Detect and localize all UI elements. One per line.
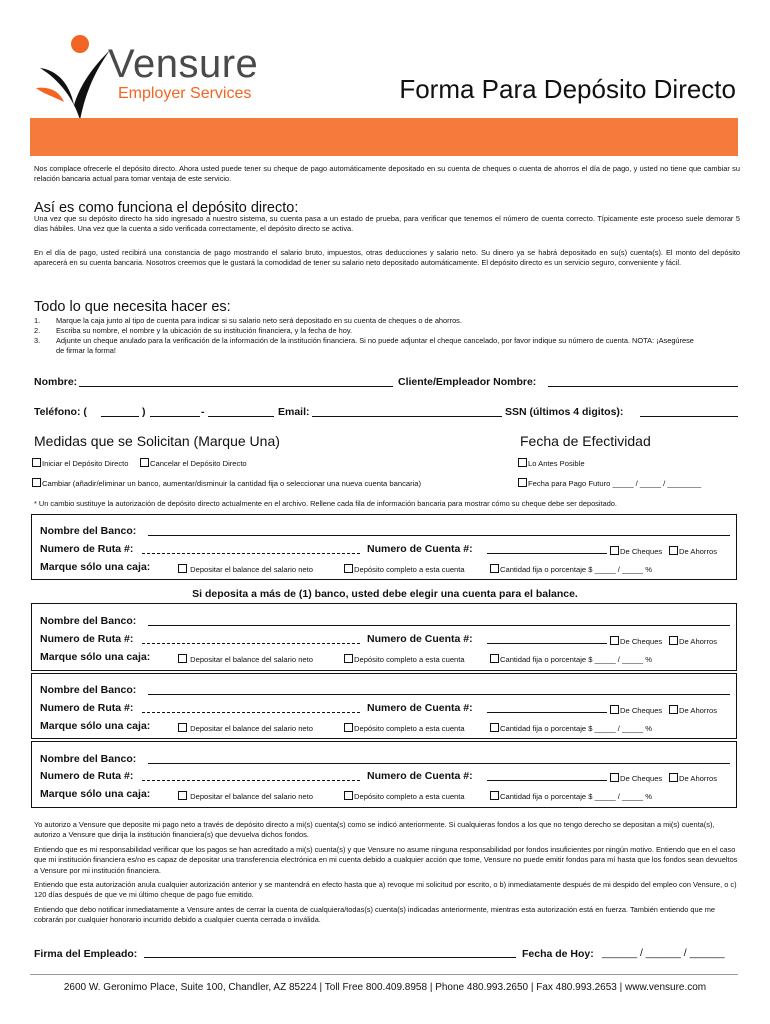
- future-date-checkbox[interactable]: [518, 478, 527, 487]
- balance-checkbox[interactable]: [178, 723, 187, 732]
- auth-paragraph-1: Yo autorizo a Vensure que deposite mi pago neto a través de depósito directo a mi(s) cuenta(s) como se indicó anteriormente. Si cualquieras fondos a los que no tengo derecho se depositan a mi(s) cuenta(s), autorizo a Vensure que dirija la institución financiera(s) que devuelva dichos fondos.: [34, 820, 715, 840]
- how-paragraph-1: Una vez que su depósito directo ha sido ingresado a nuestro sistema, su cuenta pasa a un estado de prueba, para verificar que tenemos el número de cuenta correcto. Típicamente este proceso suele demorar 5 días hábiles. Una vez que la cuenta a sido verificada correctamente, el depósito directo se activa.: [34, 214, 740, 233]
- fixed-amount-option[interactable]: Cantidad fija o porcentaje $ _____ / _____ %: [490, 723, 652, 733]
- form-title: Forma Para Depósito Directo: [399, 74, 736, 104]
- auth-paragraph-4: Entiendo que debo notificar inmediatamente a Vensure antes de cerrar la cuenta de cualquiera/todas(s) cuenta(s) indicadas anteriormente, mientras esta autorización está en fuerza. También entiendo que me cobrarán por cualquier honorario incurrido debido a cualquier cuenta cerrada o inválida.: [34, 904, 716, 925]
- phone-dash: -: [201, 406, 205, 418]
- signature-label: Firma del Empleado:: [34, 948, 138, 960]
- savings-checkbox[interactable]: [669, 705, 678, 714]
- intro-paragraph: Nos complace ofrecerle el depósito directo. Ahora usted puede tener su cheque de pago automáticamente depositado en su cuenta de cheques o cuenta de ahorros el día de pago, y usted no tiene que cambiar su relación bancaria actual para tomar ventaja de este servicio.: [34, 164, 740, 183]
- bank-name-label: Nombre del Banco:: [40, 525, 137, 537]
- account-label: Numero de Cuenta #:: [367, 770, 473, 782]
- bank-section-2: [31, 603, 737, 671]
- signature-field[interactable]: [144, 957, 516, 958]
- account-field[interactable]: [487, 780, 607, 781]
- vensure-logo-icon: [30, 30, 120, 125]
- email-field[interactable]: [312, 416, 502, 417]
- start-checkbox[interactable]: [32, 458, 41, 467]
- phone-label: Teléfono: (: [34, 406, 87, 418]
- checking-option[interactable]: De Cheques: [610, 636, 662, 646]
- full-deposit-option[interactable]: Depósito completo a esta cuenta: [344, 564, 465, 574]
- phone-prefix-field[interactable]: [150, 416, 200, 417]
- checking-option[interactable]: De Cheques: [610, 546, 662, 556]
- balance-checkbox[interactable]: [178, 564, 187, 573]
- checking-option[interactable]: De Cheques: [610, 705, 662, 715]
- route-label: Numero de Ruta #:: [40, 702, 134, 714]
- asap-checkbox[interactable]: [518, 458, 527, 467]
- balance-checkbox[interactable]: [178, 654, 187, 663]
- savings-checkbox[interactable]: [669, 636, 678, 645]
- list-item: 3. Adjunte un cheque anulado para la verificación de la información de la institución financiera. Si no puede adjuntar el cheque cancelado, por favor indique su número de cuenta. NOTA: ¡Asegúrese de firmar la forma!: [34, 336, 694, 355]
- footer-contact: 2600 W. Geronimo Place, Suite 100, Chandler, AZ 85224 | Toll Free 800.409.8958 | Phone 480.993.2650 | Fax 480.993.2653 | www.vensure.com: [63, 982, 707, 993]
- mark-one-label: Marque sólo una caja:: [40, 788, 151, 800]
- account-field[interactable]: [487, 553, 607, 554]
- logo-name: Vensure: [108, 42, 259, 86]
- bank-name-field[interactable]: [148, 625, 730, 626]
- balance-option[interactable]: Depositar el balance del salario neto: [178, 723, 313, 733]
- asap-option[interactable]: Lo Antes Posible: [518, 458, 585, 468]
- savings-option[interactable]: De Ahorros: [669, 636, 717, 646]
- account-field[interactable]: [487, 643, 607, 644]
- todays-date-field[interactable]: ______ / ______ / ______: [602, 947, 725, 959]
- checking-option[interactable]: De Cheques: [610, 773, 662, 783]
- measures-heading: Medidas que se Solicitan (Marque Una): [34, 433, 280, 449]
- change-note: * Un cambio sustituye la autorización de depósito directo actualmente en el archivo. Rellene cada fila de información bancaria para mostrar cómo su cheque debe ser depositado.: [34, 499, 617, 508]
- how-paragraph-2: En el día de pago, usted recibirá una constancia de pago mostrando el salario bruto, impuestos, otras deducciones y salario neto. Su dinero ya se habrá depositado en su(s) cuenta(s). El monto del depósito aparecerá en su cuenta bancaria. Nosotros creemos que le gustará la comodidad de tener su salario neto depositado automáticamente. El depósito directo es un servicio seguro, conveniente y fácil.: [34, 248, 740, 267]
- cancel-option[interactable]: Cancelar el Depósito Directo: [140, 458, 247, 468]
- full-deposit-checkbox[interactable]: [344, 564, 353, 573]
- cancel-checkbox[interactable]: [140, 458, 149, 467]
- mark-one-label: Marque sólo una caja:: [40, 561, 151, 573]
- mark-one-label: Marque sólo una caja:: [40, 651, 151, 663]
- full-deposit-option[interactable]: Depósito completo a esta cuenta: [344, 654, 465, 664]
- auth-paragraph-2: Entiendo que es mi responsabilidad verificar que los pagos se han acreditado a mi(s) cuenta(s) y que Vensure no asume ninguna responsabilidad por fondos insuficientes por ningún motivo. Entiendo que en el caso que mi institución financiera es/no es capaz de depositar una transferencia electrónica en mi cuenta debido a cualquier acción que tome, Vensure no puede emitir fondos para mí hasta que los fondos sean devueltos a Vensure por mi institución financiera.: [34, 844, 738, 875]
- todays-date-label: Fecha de Hoy:: [522, 948, 594, 960]
- start-option[interactable]: Iniciar el Depósito Directo: [32, 458, 129, 468]
- balance-checkbox[interactable]: [178, 791, 187, 800]
- checking-checkbox[interactable]: [610, 546, 619, 555]
- full-deposit-checkbox[interactable]: [344, 723, 353, 732]
- full-deposit-checkbox[interactable]: [344, 791, 353, 800]
- route-label: Numero de Ruta #:: [40, 543, 134, 555]
- savings-option[interactable]: De Ahorros: [669, 773, 717, 783]
- logo-subtitle: Employer Services: [118, 85, 252, 102]
- list-item: 1. Marque la caja junto al tipo de cuenta para indicar si su salario neto será depositado en su cuenta de cheques o de ahorros.: [34, 316, 462, 325]
- balance-option[interactable]: Depositar el balance del salario neto: [178, 564, 313, 574]
- fixed-amount-checkbox[interactable]: [490, 564, 499, 573]
- name-label: Nombre:: [34, 376, 78, 388]
- checking-checkbox[interactable]: [610, 705, 619, 714]
- change-option[interactable]: Cambiar (añadir/eliminar un banco, aumentar/disminuir la cantidad fija o seleccionar una nueva cuenta bancaria): [32, 478, 421, 488]
- savings-option[interactable]: De Ahorros: [669, 705, 717, 715]
- account-label: Numero de Cuenta #:: [367, 633, 473, 645]
- full-deposit-checkbox[interactable]: [344, 654, 353, 663]
- list-item: 2. Escriba su nombre, el nombre y la ubicación de su institución financiera, y la fecha de hoy.: [34, 326, 353, 335]
- checking-checkbox[interactable]: [610, 773, 619, 782]
- fixed-amount-option[interactable]: Cantidad fija o porcentaje $ _____ / _____ %: [490, 654, 652, 664]
- savings-checkbox[interactable]: [669, 773, 678, 782]
- bank-name-label: Nombre del Banco:: [40, 615, 137, 627]
- how-it-works-heading: Así es como funciona el depósito directo:: [34, 200, 299, 216]
- balance-option[interactable]: Depositar el balance del salario neto: [178, 791, 313, 801]
- fixed-amount-option[interactable]: Cantidad fija o porcentaje $ _____ / _____ %: [490, 564, 652, 574]
- bank-section-4: [31, 741, 737, 808]
- route-field[interactable]: [142, 553, 360, 554]
- employer-field[interactable]: [548, 386, 738, 387]
- fixed-amount-checkbox[interactable]: [490, 654, 499, 663]
- fixed-amount-option[interactable]: Cantidad fija o porcentaje $ _____ / _____ %: [490, 791, 652, 801]
- account-label: Numero de Cuenta #:: [367, 702, 473, 714]
- fixed-amount-checkbox[interactable]: [490, 723, 499, 732]
- ssn-field[interactable]: [640, 416, 738, 417]
- todo-heading: Todo lo que necesita hacer es:: [34, 299, 231, 315]
- ssn-label: SSN (últimos 4 digitos):: [505, 406, 624, 418]
- route-field[interactable]: [142, 780, 360, 781]
- account-label: Numero de Cuenta #:: [367, 543, 473, 555]
- mark-one-label: Marque sólo una caja:: [40, 720, 151, 732]
- auth-paragraph-3: Entiendo que esta autorización anula cualquier autorización anterior y se mantendrá en efecto hasta que a) revoque mi solicitud por escrito, o b) inmediatamente después de mi despido del empleo con Vensure, o c) 120 días después de que ve mi último cheque de pago fue emitido.: [34, 880, 737, 900]
- bank-name-field[interactable]: [148, 763, 730, 764]
- full-deposit-option[interactable]: Depósito completo a esta cuenta: [344, 723, 465, 733]
- bank-name-field[interactable]: [148, 535, 730, 536]
- bank-name-label: Nombre del Banco:: [40, 684, 137, 696]
- account-field[interactable]: [487, 712, 607, 713]
- phone-line-field[interactable]: [208, 416, 274, 417]
- route-field[interactable]: [142, 712, 360, 713]
- route-label: Numero de Ruta #:: [40, 770, 134, 782]
- savings-option[interactable]: De Ahorros: [669, 546, 717, 556]
- header-bar: [30, 118, 738, 156]
- bank-name-field[interactable]: [148, 694, 730, 695]
- effective-date-heading: Fecha de Efectividad: [520, 433, 651, 449]
- footer-divider: [30, 974, 738, 975]
- employer-label: Cliente/Empleador Nombre:: [398, 376, 537, 388]
- bank-section-1: [31, 514, 737, 580]
- email-label: Email:: [278, 406, 310, 418]
- phone-paren: ): [142, 406, 146, 418]
- multi-bank-message: Si deposita a más de (1) banco, usted debe elegir una cuenta para el balance.: [192, 588, 578, 600]
- balance-option[interactable]: Depositar el balance del salario neto: [178, 654, 313, 664]
- checking-checkbox[interactable]: [610, 636, 619, 645]
- phone-area-field[interactable]: [101, 416, 139, 417]
- bank-section-3: [31, 673, 737, 739]
- authorization-text: [34, 820, 742, 930]
- full-deposit-option[interactable]: Depósito completo a esta cuenta: [344, 791, 465, 801]
- name-field[interactable]: [79, 386, 393, 387]
- fixed-amount-checkbox[interactable]: [490, 791, 499, 800]
- savings-checkbox[interactable]: [669, 546, 678, 555]
- change-checkbox[interactable]: [32, 478, 41, 487]
- route-label: Numero de Ruta #:: [40, 633, 134, 645]
- todo-list: [34, 316, 724, 356]
- future-date-option[interactable]: Fecha para Pago Futuro _____ / _____ / ________: [518, 478, 701, 488]
- bank-name-label: Nombre del Banco:: [40, 753, 137, 765]
- route-field[interactable]: [142, 643, 360, 644]
